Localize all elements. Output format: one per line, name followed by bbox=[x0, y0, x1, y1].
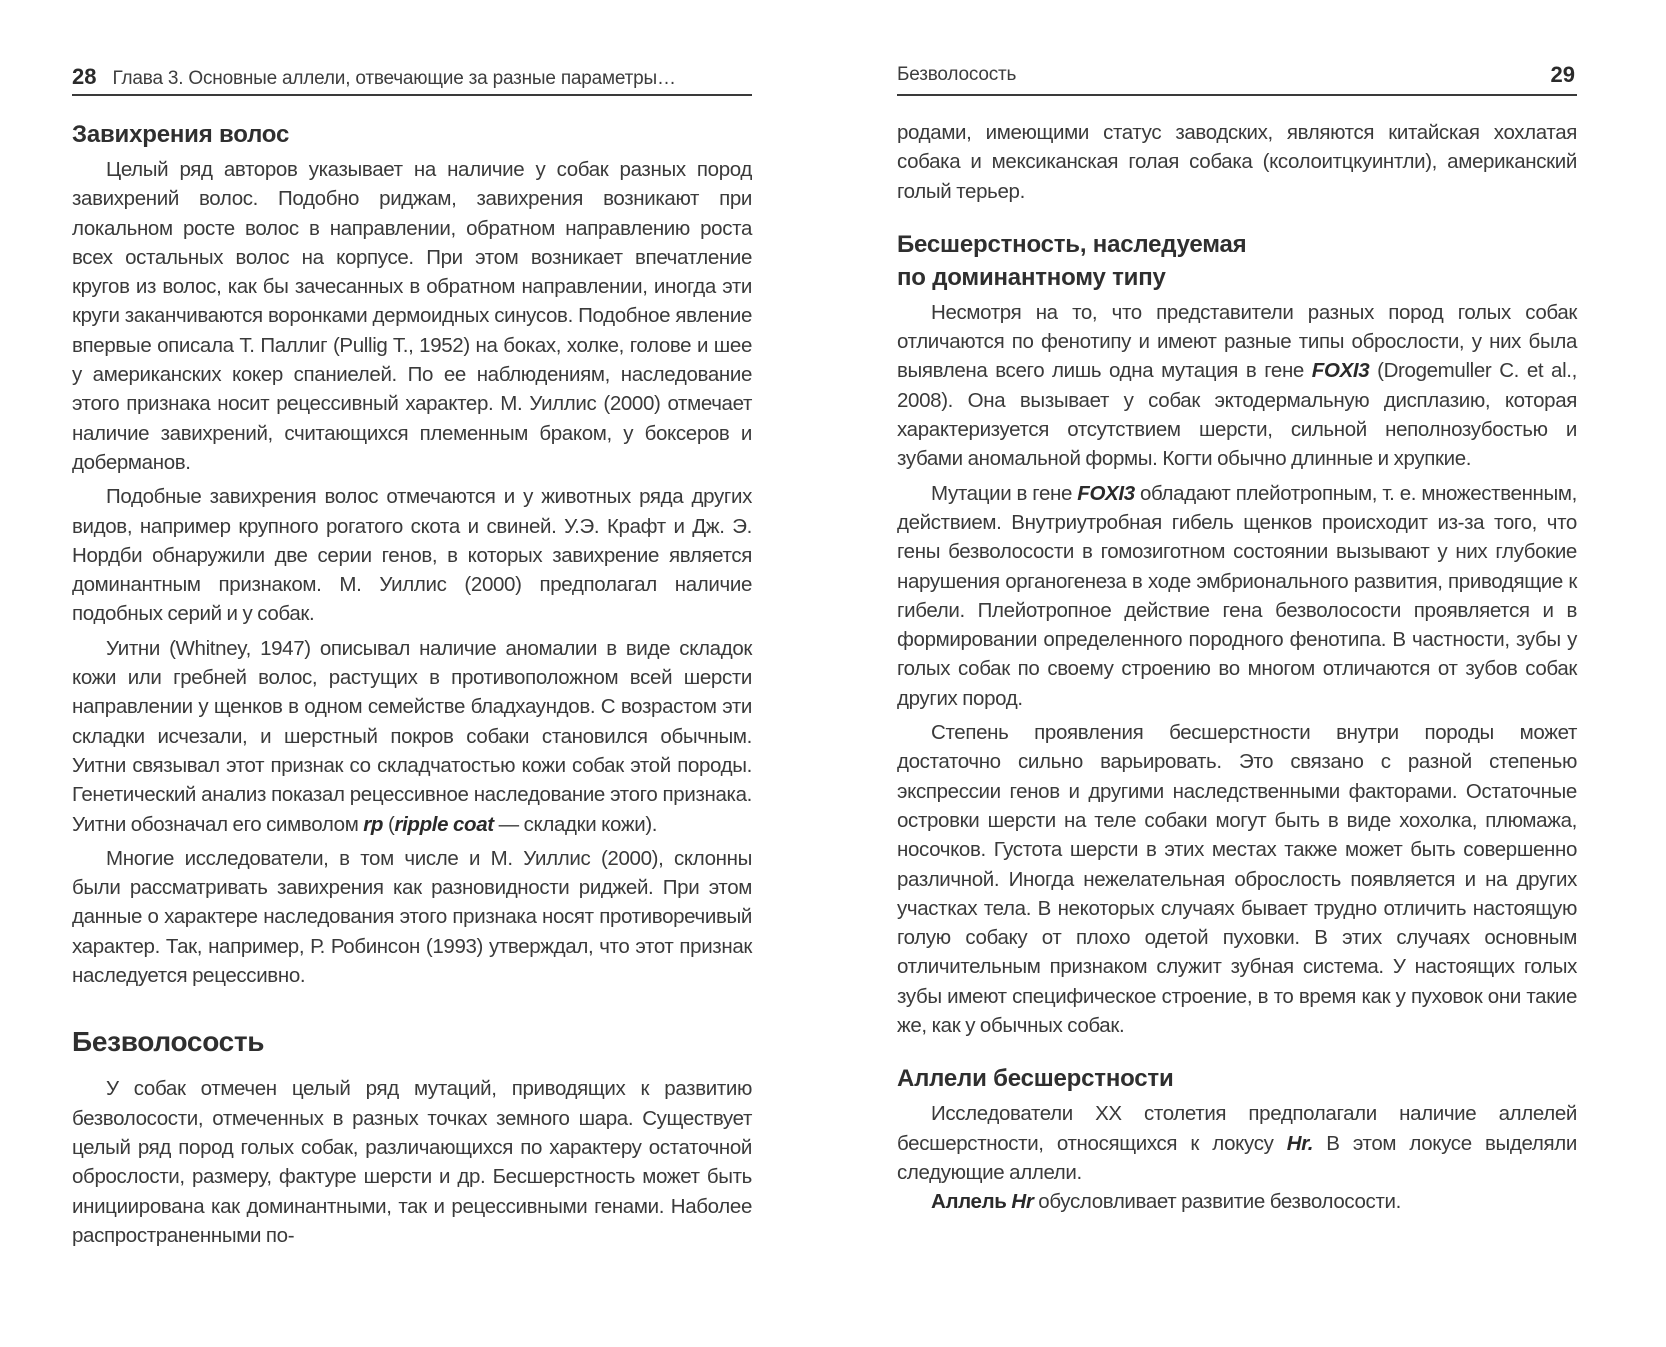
section-heading-whorls: Завихрения волос bbox=[72, 121, 290, 148]
right-page-content bbox=[897, 118, 1577, 1217]
running-head-left bbox=[72, 64, 752, 96]
section-heading-hairlessness: Безволосость bbox=[72, 1026, 265, 1058]
running-head-right bbox=[897, 64, 1577, 96]
text-span: Мутации в гене bbox=[931, 481, 1078, 505]
paragraph: У собак отмечен целый ряд мутаций, приводящих к развитию безволосости, отмеченных в разных точках земного шара. Существует целый ряд пород голых собак, различающихся по характеру остаточной оброслости, размеру, фактуре шерсти и др. Бесшерстность может быть инициирована как доминантными, так и рецессивными генами. Наболее распространенными по- bbox=[72, 1077, 752, 1247]
text-span: обладают плейотропным, т. е. множественным, действием. Внутриутробная гибель щенков происходит из-за того, что гены безволосости в гомозиготном состоянии вызывают у них глубокие нарушения органогенеза в ходе эмбрионального развития, приводящие к гибели. Плейотропное действие гена безволосости проявляется и в формировании определенного породного фенотипа. В частности, зубы у голых собак по своему строению во многом отличаются от зубов собак других пород. bbox=[897, 481, 1577, 710]
gene-symbol: FOXI3 bbox=[1311, 359, 1370, 383]
heading-line: по доминантному типу bbox=[897, 263, 1166, 291]
paragraph: Многие исследователи, в том числе и М. Уиллис (2000), склонны были рассматривать завихрения как разновидности риджей. При этом данные о характере наследования этого признака носят противоречивый характер. Так, например, Р. Робинсон (1993) утверждал, что этот признак наследуется рецессивно. bbox=[72, 846, 752, 988]
section-heading-alleles: Аллели бесшерстности bbox=[897, 1065, 1174, 1093]
paragraph bbox=[897, 1187, 1577, 1216]
gene-symbol: FOXI3 bbox=[1077, 481, 1135, 505]
paragraph: Подобные завихрения волос отмечаются и у животных ряда других видов, например крупного рогатого скота и свиней. У.Э. Крафт и Дж. Э. Нордби обнаружили две серии генов, в которых завихрение является доминантным признаком. М. Уиллис (2000) предполагал наличие подобных серий и у собак. bbox=[72, 485, 752, 626]
paragraph bbox=[72, 634, 752, 839]
paragraph-continuation: родами, имеющими статус заводских, являются китайская хохлатая собака и мексиканская голая собака (ксолоитцкуинтли), американский голый терьер. bbox=[897, 121, 1577, 203]
paragraph: Целый ряд авторов указывает на наличие у собак разных пород завихрений волос. Подобно риджам, завихрения возникают при локальном росте волос в направлении, обратном направлению роста всех остальных волос на корпусе. При этом возникает впечатление кругов из волос, как бы зачесанных в обратном направлении, иногда эти круги заканчиваются воронками дермоидных синусов. Подобное явление впервые описала Т. Паллиг (Pullig T., 1952) на боках, холке, голове и шее у американских кокер спаниелей. По ее наблюдениям, наследование этого признака носит рецессивный характер. М. Уиллис (2000) отмечает наличие завихрений, считающихся племенным браком, у боксеров и доберманов. bbox=[72, 158, 752, 474]
paragraph bbox=[897, 479, 1577, 713]
left-page bbox=[72, 0, 752, 1347]
text-span: Исследователи XX столетия предполагали наличие аллелей бесшерстности, относящихся к локусу bbox=[897, 1102, 1577, 1155]
allele-label: Аллель bbox=[931, 1190, 1012, 1214]
text-span: (Drogemuller C. et al., 2008). Она вызывает у собак эктодермальную дисплазию, которая характеризуется отсутствием шерсти, сильной неполнозубостью и зубами аномальной формы. Когти обычно длинные и хрупкие. bbox=[897, 359, 1577, 471]
text-span: — складки кожи). bbox=[493, 812, 658, 836]
page-number-right: 29 bbox=[1550, 62, 1575, 87]
paragraph: Степень проявления бесшерстности внутри породы может достаточно сильно варьировать. Это связано с разной степенью экспрессии генов и другими наследственными факторами. Остаточные островки шерсти на теле собаки могут быть в виде хохолка, плюмажа, носочков. Густота шерсти в этих местах также может быть совершенно различной. Иногда нежелательная оброслость появляется и на других участках тела. В некоторых случаях бывает трудно отличить настоящую голую собаку от плохо одетой пуховки. В этих случаях основным отличительным признаком служит зубная система. У настоящих голых зубы имеют специфическое строение, в то время как у пуховок они такие же, как у обычных собак. bbox=[897, 721, 1577, 1038]
left-page-content bbox=[72, 118, 752, 1250]
chapter-title: Глава 3. Основные аллели, отвечающие за разные параметры… bbox=[112, 68, 676, 89]
gene-symbol: rp bbox=[363, 812, 384, 836]
text-span: В этом локусе выделяли следующие аллели. bbox=[897, 1131, 1577, 1184]
text-span: ( bbox=[383, 812, 395, 836]
text-span: обусловливает развитие безволосости. bbox=[1033, 1190, 1401, 1214]
page-number-left: 28 bbox=[72, 64, 97, 89]
locus-symbol: Hr. bbox=[1286, 1131, 1314, 1155]
paragraph bbox=[897, 1099, 1577, 1187]
right-page bbox=[897, 0, 1577, 1347]
section-running-title: Безволосость bbox=[897, 64, 1017, 85]
section-heading-dominant bbox=[897, 228, 1577, 294]
allele-symbol: Hr bbox=[1011, 1190, 1034, 1214]
heading-line: Бесшерстность, наследуемая bbox=[897, 230, 1247, 258]
text-span: Уитни (Whitney, 1947) описывал наличие аномалии в виде складок кожи или гребней волос, растущих в противоположном всей шерсти направлении у щенков в одном семействе бладхаундов. С возрастом эти складки исчезали, и шерстный покров собаки становился обычным. Уитни связывал этот признак со складчатостью кожи собак этой породы. Генетический анализ показал рецессивное наследование этого признака. Уитни обозначал его символом bbox=[72, 636, 752, 836]
term-emphasis: ripple coat bbox=[394, 812, 494, 836]
text-span: Несмотря на то, что представители разных пород голых собак отличаются по фенотипу и имеют разные типы оброслости, у них была выявлена всего лишь одна мутация в гене bbox=[897, 300, 1577, 383]
paragraph bbox=[897, 298, 1577, 474]
